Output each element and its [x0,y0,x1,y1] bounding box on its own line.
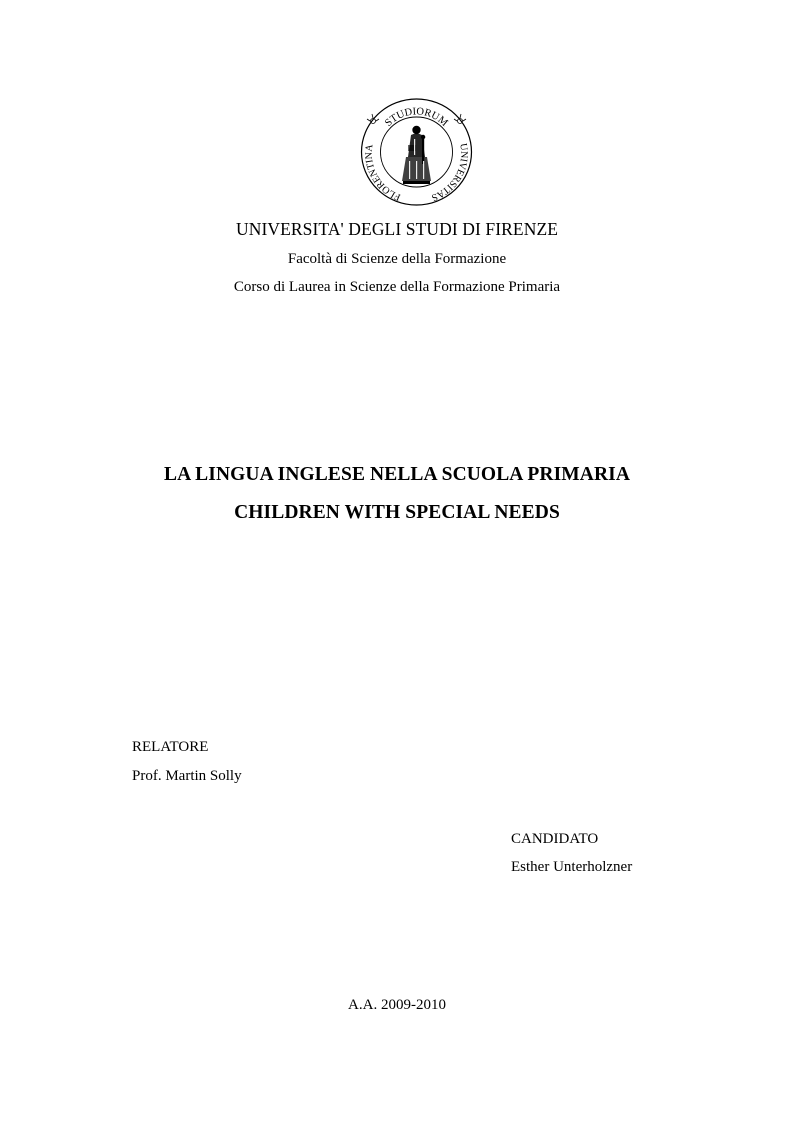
seal-text-left: FLORENTINA [363,143,403,203]
svg-text:UNIVERSITAS [430,143,469,203]
svg-text:FLORENTINA [364,143,403,202]
course-name: Corso di Laurea in Scienze della Formazione Primaria [233,279,561,295]
seal-text-right: UNIVERSITAS [429,142,470,203]
thesis-title-line-1: LA LINGUA INGLESE NELLA SCUOLA PRIMARIA [163,464,631,485]
thesis-title-line-2: CHILDREN WITH SPECIAL NEEDS [234,502,560,523]
university-seal-icon [359,97,474,207]
candidato-label: CANDIDATO [511,831,599,847]
candidato-name: Esther Unterholzner [511,859,633,875]
seal-text-top: STUDIORUM [383,106,450,129]
relatore-name: Prof. Martin Solly [132,768,242,784]
relatore-label: RELATORE [132,739,209,755]
academic-year: A.A. 2009-2010 [348,997,446,1013]
university-name: UNIVERSITA' DEGLI STUDI DI FIRENZE [235,219,559,239]
faculty-name: Facoltà di Scienze della Formazione [287,251,507,267]
